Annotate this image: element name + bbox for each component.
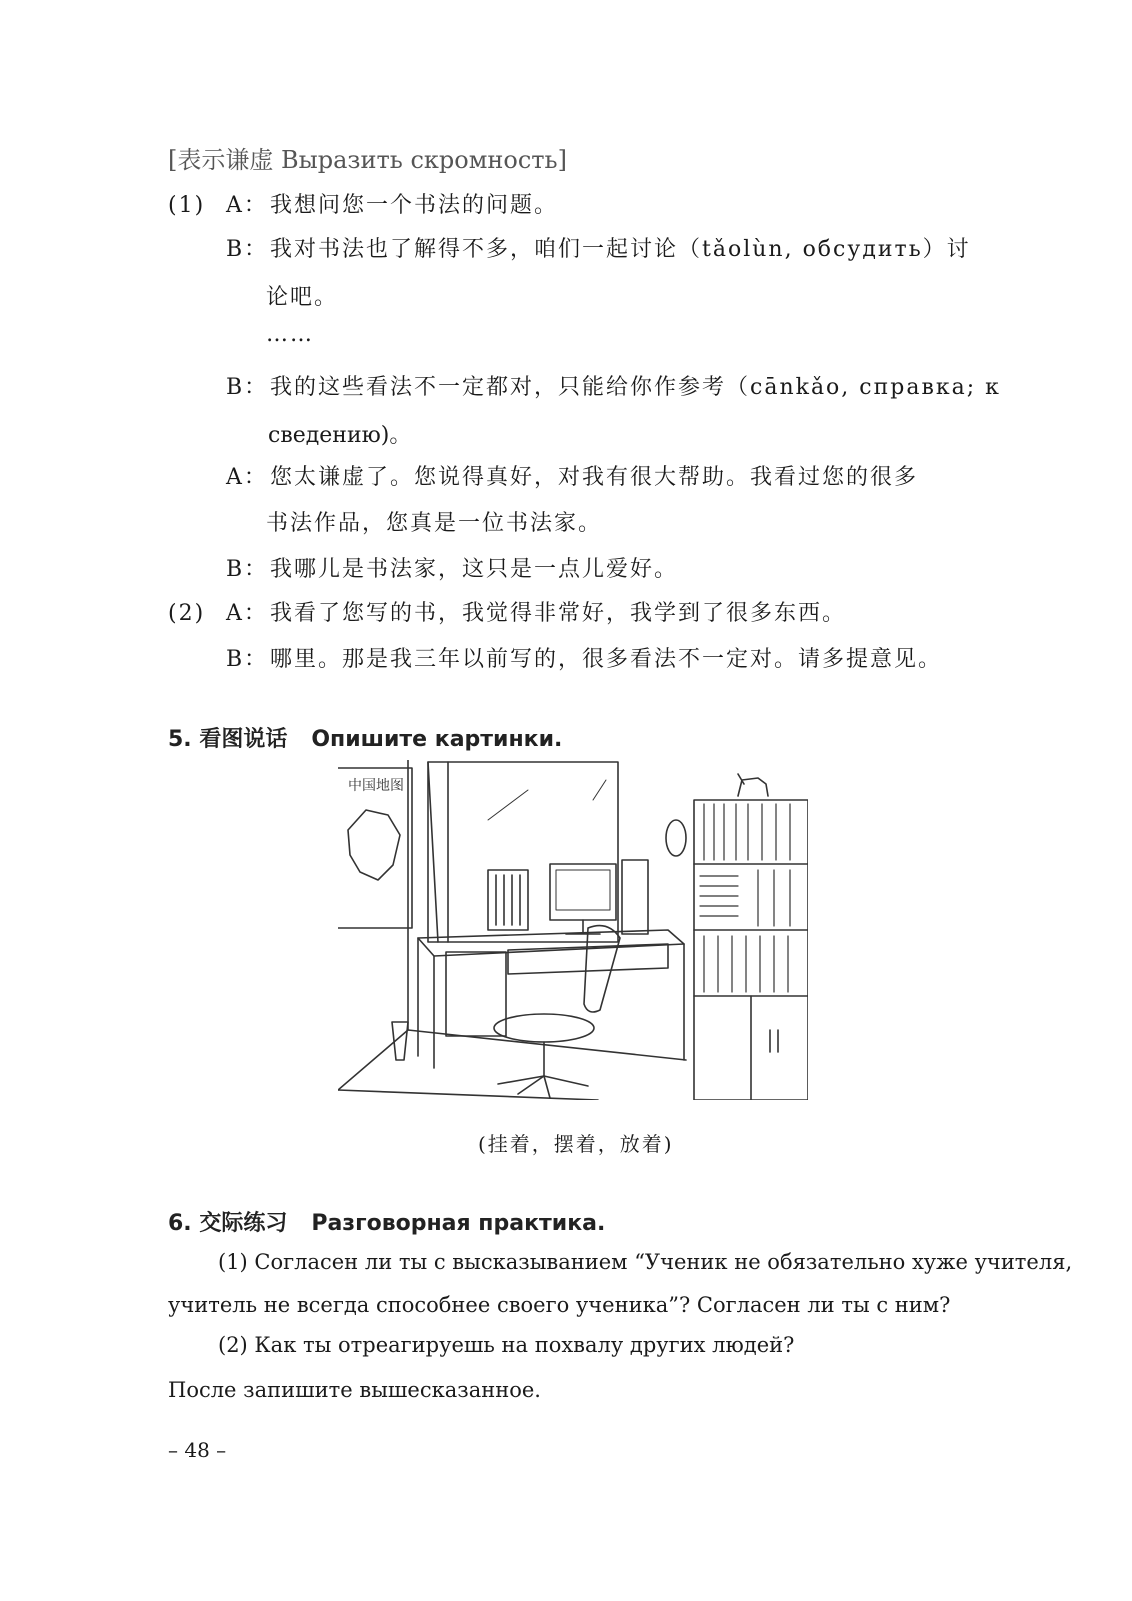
- monitor: [550, 864, 616, 920]
- computer-tower: [622, 860, 648, 934]
- dialog2-number: (2): [168, 601, 206, 626]
- question-1: (1) Согласен ли ты с высказыванием “Ученик не обязательно хуже учителя,: [218, 1250, 1073, 1274]
- window-frame: [428, 762, 618, 942]
- floor-wall-line: [408, 1030, 686, 1060]
- dialog-text: 我的这些看法不一定都对，只能给你作参考（cānkǎo, справка; к: [270, 375, 1001, 400]
- illustration-caption: (挂着，摆着，放着): [478, 1132, 674, 1156]
- horse-figurine: [738, 774, 768, 796]
- question-1-cont: учитель не всегда способнее своего ученика”? Согласен ли ты с ним?: [168, 1293, 951, 1317]
- dialog-text: 我看了您写的书，我觉得非常好，我学到了很多东西。: [270, 601, 847, 626]
- speaker: B：: [226, 557, 269, 582]
- topic-header: [表示谦虚 Выразить скромность]: [168, 146, 567, 174]
- pen-rack: [488, 870, 528, 930]
- chair-back: [584, 926, 620, 1012]
- dialog1-number: (1): [168, 193, 206, 218]
- dialog-text: 哪里。那是我三年以前写的，很多看法不一定对。请多提意见。: [270, 647, 943, 672]
- speaker: A：: [226, 601, 268, 626]
- dialog1-line-6: [226, 552, 678, 583]
- wall-mask: [666, 820, 686, 856]
- dialog1-ellipsis: ……: [266, 322, 314, 347]
- dialog2-line-1: [168, 596, 846, 627]
- dialog2-line-2: [226, 642, 942, 673]
- dialog1-line-1: [168, 188, 558, 219]
- dialog1-line-4: [226, 370, 1001, 401]
- books: [700, 804, 790, 992]
- dialog1-line-2: [226, 232, 971, 263]
- dialog1-line-2-cont: 论吧。: [266, 285, 339, 310]
- section5-number: 5. 看图说话: [168, 727, 288, 752]
- speaker: B：: [226, 647, 269, 672]
- section6-title: Разговорная практика.: [311, 1211, 606, 1236]
- dialog-text: 我哪儿是书法家，这只是一点儿爱好。: [270, 557, 679, 582]
- dialog1-line-5-cont: 书法作品，您真是一位书法家。: [266, 511, 603, 536]
- map-label: 中国地图: [348, 778, 404, 794]
- speaker: A：: [226, 193, 268, 218]
- wastebasket: [392, 1022, 408, 1060]
- instruction-footer: После запишите вышесказанное.: [168, 1378, 541, 1402]
- section6-heading: [168, 1206, 605, 1237]
- chair-seat: [494, 1014, 594, 1042]
- dialog-text: 我对书法也了解得不多，咱们一起讨论（tǎolùn, обсудить）讨: [270, 237, 971, 262]
- dialog-text: 我想问您一个书法的问题。: [270, 193, 559, 218]
- section5-title: Опишите картинки.: [311, 727, 563, 752]
- dialog1-line-5: [226, 460, 918, 491]
- section6-number: 6. 交际练习: [168, 1211, 288, 1236]
- map-outline: [348, 810, 400, 880]
- desk-illustration: [338, 760, 808, 1100]
- question-2: (2) Как ты отреагируешь на похвалу других людей?: [218, 1333, 795, 1357]
- page-number: – 48 –: [168, 1438, 227, 1462]
- speaker: B：: [226, 375, 269, 400]
- speaker: B：: [226, 237, 269, 262]
- dialog1-line-4-cont: сведению)。: [268, 423, 412, 448]
- speaker: A：: [226, 465, 268, 490]
- dialog-text: 您太谦虚了。您说得真好，对我有很大帮助。我看过您的很多: [270, 465, 919, 490]
- section5-heading: [168, 722, 562, 753]
